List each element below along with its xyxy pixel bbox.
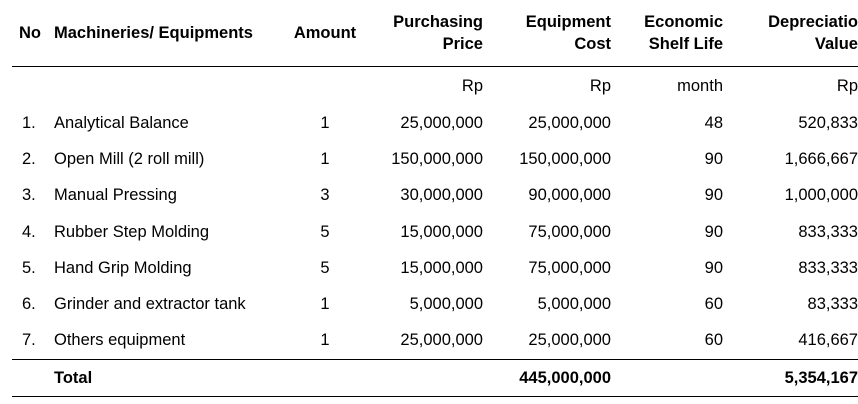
total-cell-empty [12,360,50,397]
unit-purchasing-price: Rp [461,76,483,95]
row-name: Others equipment [54,331,186,350]
total-cell-empty [365,360,483,397]
row-life: 90 [704,222,723,241]
row-amount: 5 [320,222,330,241]
row-name: Manual Pressing [54,186,177,205]
row-name: Hand Grip Molding [54,258,192,277]
header-depreciation-value-line2: Value [814,35,858,53]
row-life: 90 [704,186,723,205]
row-cost: 25,000,000 [528,113,611,132]
header-amount: Amount [285,0,365,67]
row-depreciation: 1,000,000 [784,186,858,205]
total-cell-empty [285,360,365,397]
row-price: 25,000,000 [400,331,483,350]
row-no: 3. [22,186,36,205]
row-name: Rubber Step Molding [54,222,210,241]
row-life: 60 [704,331,723,350]
row-cost: 90,000,000 [528,186,611,205]
row-price: 5,000,000 [409,295,483,314]
row-cost: 5,000,000 [537,295,611,314]
header-equipment-cost-line1: Equipment [525,13,611,31]
row-no: 5. [22,258,36,277]
header-depreciation-value [723,0,858,67]
unit-depreciation-value: Rp [836,76,858,95]
row-depreciation: 1,666,667 [784,149,858,168]
row-depreciation: 83,333 [807,295,858,314]
row-no: 2. [22,149,36,168]
row-depreciation: 416,667 [798,331,858,350]
row-amount: 3 [320,186,330,205]
row-life: 48 [704,113,723,132]
row-name: Analytical Balance [54,113,189,132]
row-price: 15,000,000 [400,222,483,241]
table-row [12,141,858,177]
row-price: 150,000,000 [391,149,483,168]
row-amount: 1 [320,331,330,350]
header-purchasing-price-line2: Price [442,35,483,53]
header-machineries: Machineries/ Equipments [50,0,285,67]
row-depreciation: 833,333 [798,258,858,277]
row-price: 30,000,000 [400,186,483,205]
row-cost: 150,000,000 [519,149,611,168]
table-row [12,178,858,214]
header-depreciation-value-line1: Depreciatio [768,13,858,31]
header-economic-shelf-life [611,0,723,67]
units-cell-empty [12,67,50,106]
total-equipment-cost: 445,000,000 [483,360,611,397]
row-no: 6. [22,295,36,314]
depreciation-table [12,0,858,397]
header-equipment-cost [483,0,611,67]
row-amount: 1 [320,295,330,314]
unit-economic-shelf-life: month [677,76,723,95]
units-cell-empty [50,67,285,106]
table-row [12,323,858,360]
row-no: 1. [22,113,36,132]
row-amount: 1 [320,113,330,132]
table-row [12,214,858,250]
row-cost: 75,000,000 [528,258,611,277]
row-life: 60 [704,295,723,314]
row-no: 4. [22,222,36,241]
row-name: Open Mill (2 roll mill) [54,149,205,168]
total-depreciation-value: 5,354,167 [723,360,858,397]
total-cell-empty [611,360,723,397]
header-equipment-cost-line2: Cost [574,35,611,53]
row-name: Grinder and extractor tank [54,295,246,314]
row-amount: 1 [320,149,330,168]
header-no: No [12,0,50,67]
row-price: 15,000,000 [400,258,483,277]
row-no: 7. [22,331,36,350]
total-label: Total [50,360,285,397]
row-cost: 25,000,000 [528,331,611,350]
table-row [12,250,858,286]
table-row [12,105,858,141]
units-cell-empty [285,67,365,106]
row-price: 25,000,000 [400,113,483,132]
units-row [12,67,858,106]
header-purchasing-price [365,0,483,67]
row-amount: 5 [320,258,330,277]
row-life: 90 [704,258,723,277]
row-depreciation: 520,833 [798,113,858,132]
table-header-row [12,0,858,67]
unit-equipment-cost: Rp [589,76,611,95]
row-life: 90 [704,149,723,168]
total-row [12,360,858,397]
row-depreciation: 833,333 [798,222,858,241]
table-row [12,286,858,322]
header-economic-shelf-life-line1: Economic [644,13,723,31]
header-purchasing-price-line1: Purchasing [393,13,483,31]
header-economic-shelf-life-line2: Shelf Life [648,35,723,53]
row-cost: 75,000,000 [528,222,611,241]
